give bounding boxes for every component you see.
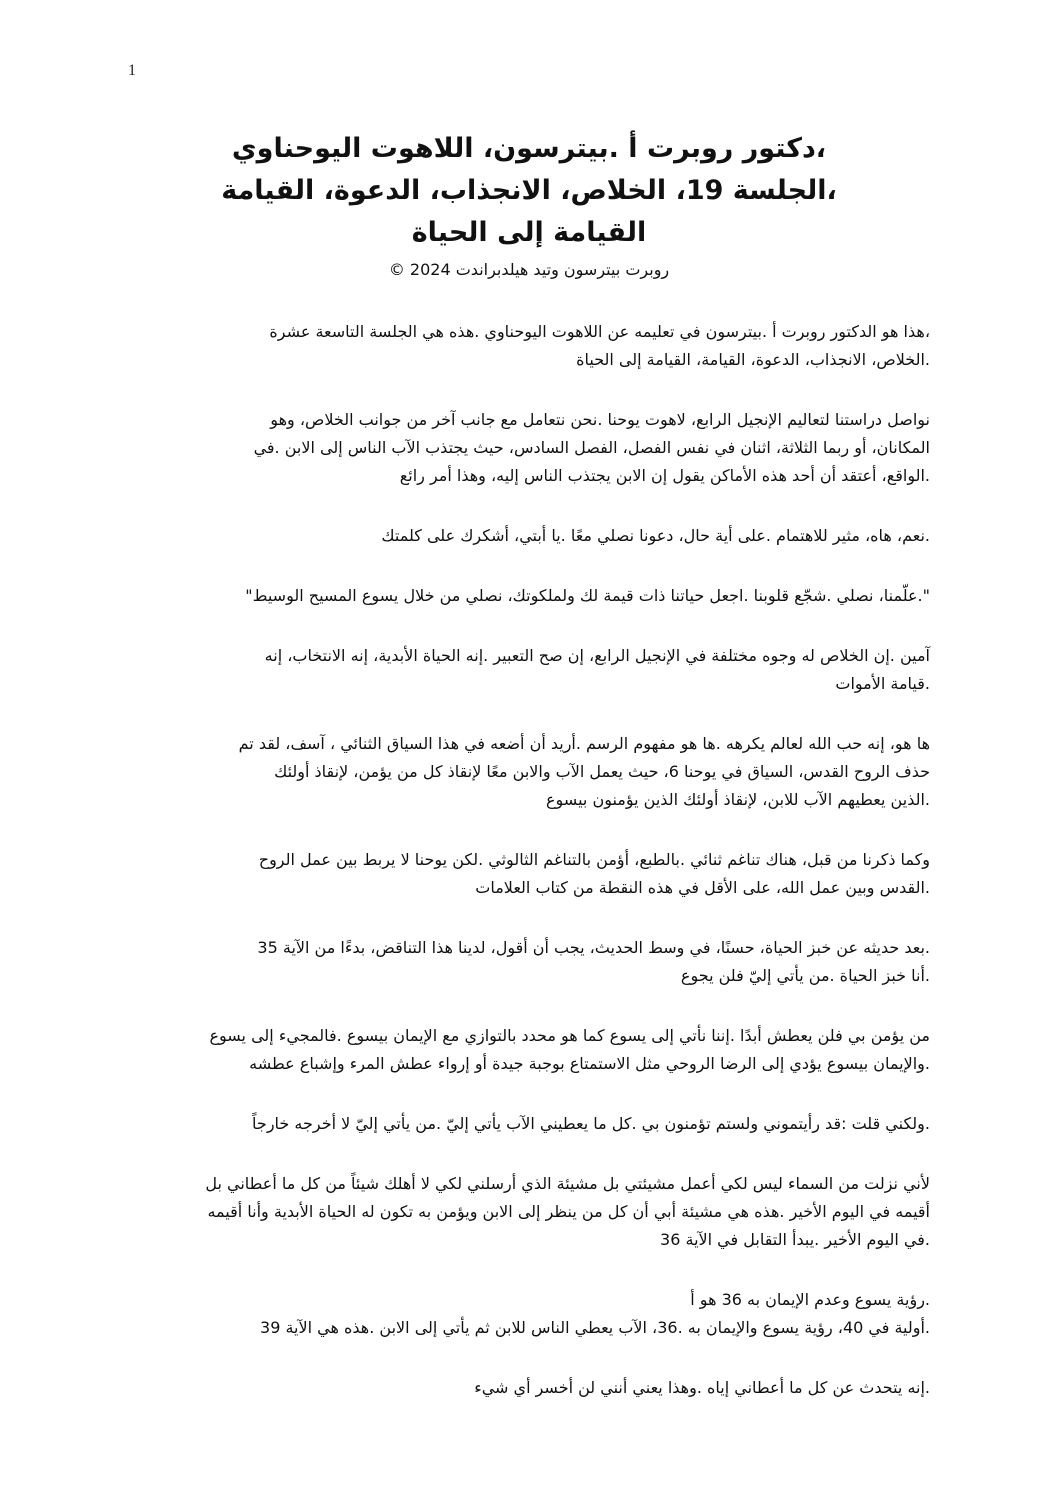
paragraph-line: من يؤمن بي فلن يعطش أبدًا .إننا نأتي إلى يسوع كما هو محدد بالتوازي مع الإيمان بيسوع .فالمجيء إلى يسوع xyxy=(209,1026,930,1045)
paragraph-line: ها هو، إنه حب الله لعالم يكرهه .ها هو مفهوم الرسم .أريد أن أضعه في هذا السياق الثنائي ، آسف، لقد تم xyxy=(238,734,930,753)
paragraph-12 xyxy=(130,1286,930,1342)
paragraph-3 xyxy=(130,522,930,550)
paragraph-line: آمين .إن الخلاص له وجوه مختلفة في الإنجيل الرابع، إن صح التعبير .إنه الحياة الأبدية، إنه الانتخاب، إنه xyxy=(264,646,930,665)
body-text xyxy=(130,318,930,1434)
paragraph-line: .أنا خبز الحياة .من يأتي إليّ فلن يجوع xyxy=(680,966,930,985)
paragraph-line: .رؤية يسوع وعدم الإيمان به 36 هو أ xyxy=(690,1290,930,1309)
paragraph-11 xyxy=(130,1170,930,1254)
paragraph-9 xyxy=(130,1022,930,1078)
paragraph-line: .أولية في 40، رؤية يسوع والإيمان به .36، الآب يعطي الناس للابن ثم يأتي إلى الابن .هذه هي الآية 39 xyxy=(260,1318,930,1337)
title-line-2: ،الجلسة 19، الخلاص، الانجذاب، الدعوة، القيامة xyxy=(221,175,837,206)
paragraph-line: ".علّمنا، نصلي .شجّع قلوبنا .اجعل حياتنا ذات قيمة لك ولملكوتك، نصلي من خلال يسوع المسيح الوسيط" xyxy=(245,586,930,605)
paragraph-line: .في اليوم الأخير .يبدأ التقابل في الآية 36 xyxy=(660,1230,930,1249)
paragraph-line: .ولكني قلت :قد رأيتموني ولستم تؤمنون بي .كل ما يعطيني الآب يأتي إليّ .من يأتي إليّ لا أخرجه خارجاً xyxy=(252,1114,930,1133)
paragraph-6 xyxy=(130,730,930,814)
paragraph-line: .الخلاص، الانجذاب، الدعوة، القيامة، القيامة إلى الحياة xyxy=(576,350,930,369)
paragraph-line: .الذين يعطيهم الآب للابن، لإنقاذ أولئك الذين يؤمنون بيسوع xyxy=(545,790,930,809)
paragraph-13 xyxy=(130,1374,930,1402)
paragraph-line: وكما ذكرنا من قبل، هناك تناغم ثنائي .بالطبع، أؤمن بالتناغم الثالوثي .لكن يوحنا لا يربط بين عمل الروح xyxy=(258,850,930,869)
paragraph-line: أقيمه في اليوم الأخير .هذه هي مشيئة أبي أن كل من ينظر إلى الابن ويؤمن به تكون له الحياة الأبدية وأنا أقيمه xyxy=(207,1202,930,1221)
paragraph-line: حذف الروح القدس، السياق في يوحنا 6، حيث يعمل الآب والابن معًا لإنقاذ كل من يؤمن، لإنقاذ أولئك xyxy=(274,762,930,781)
paragraph-2 xyxy=(130,406,930,490)
paragraph-line: نواصل دراستنا لتعاليم الإنجيل الرابع، لاهوت يوحنا .نحن نتعامل مع جانب آخر من جوانب الخلاص، وهو xyxy=(270,410,930,429)
paragraph-line: .قيامة الأموات xyxy=(835,674,930,693)
paragraph-10 xyxy=(130,1110,930,1138)
paragraph-line: .بعد حديثه عن خبز الحياة، حسنًا، في وسط الحديث، يجب أن أقول، لدينا هذا التناقض، بدءًا من الآية 35 xyxy=(257,938,930,957)
title-line-3: القيامة إلى الحياة xyxy=(411,217,647,248)
paragraph-4 xyxy=(130,582,930,610)
paragraph-line: .إنه يتحدث عن كل ما أعطاني إياه .وهذا يعني أنني لن أخسر أي شيء xyxy=(474,1378,930,1397)
paragraph-line: .نعم، هاه، مثير للاهتمام .على أية حال، دعونا نصلي معًا .يا أبتي، أشكرك على كلمتك xyxy=(381,526,930,545)
paragraph-line: .القدس وبين عمل الله، على الأقل في هذه النقطة من كتاب العلامات xyxy=(475,878,930,897)
paragraph-line: ،هذا هو الدكتور روبرت أ .بيترسون في تعليمه عن اللاهوت اليوحناوي .هذه هي الجلسة التاسعة عشرة xyxy=(269,322,930,341)
title-line-1: ،دكتور روبرت أ .بيترسون، اللاهوت اليوحناوي xyxy=(231,133,827,164)
paragraph-7 xyxy=(130,846,930,902)
paragraph-1 xyxy=(130,318,930,374)
paragraph-line: المكانان، أو ربما الثلاثة، اثنان في نفس الفصل، الفصل السادس، حيث يجتذب الآب الناس إلى الابن .في xyxy=(253,438,930,457)
copyright-line: روبرت بيترسون وتيد هيلدبراندت 2024 © xyxy=(388,260,670,279)
page-number: 1 xyxy=(128,62,136,79)
paragraph-8 xyxy=(130,934,930,990)
title-block xyxy=(150,128,908,284)
paragraph-5 xyxy=(130,642,930,698)
paragraph-line: .والإيمان بيسوع يؤدي إلى الرضا الروحي مثل الاستمتاع بوجبة جيدة أو إرواء عطش المرء وإشباع عطشه xyxy=(249,1054,930,1073)
paragraph-line: لأني نزلت من السماء ليس لكي أعمل مشيئتي بل مشيئة الذي أرسلني لكي لا أهلك شيئاً من كل ما أعطاني بل xyxy=(205,1174,930,1193)
paragraph-line: .الواقع، أعتقد أن أحد هذه الأماكن يقول إن الابن يجتذب الناس إليه، وهذا أمر رائع xyxy=(399,466,930,485)
